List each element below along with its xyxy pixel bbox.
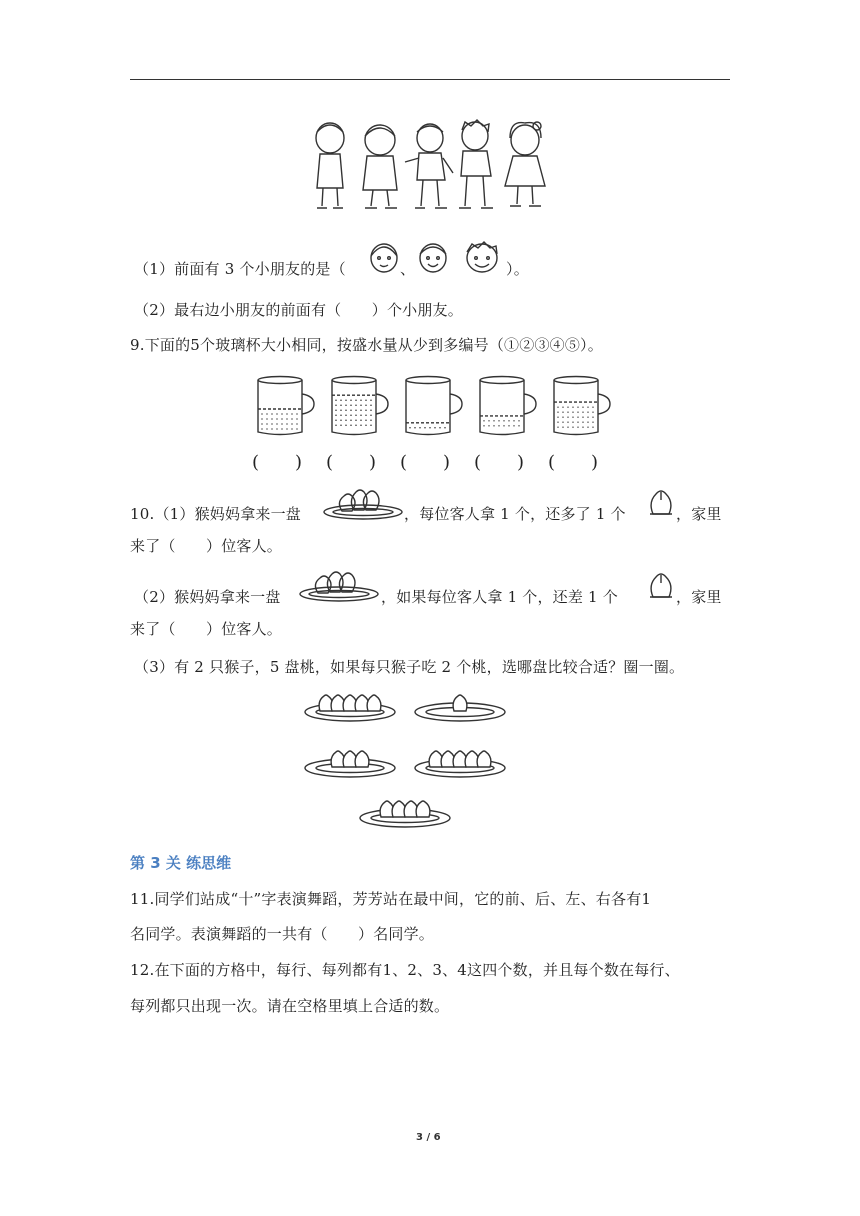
- q10-sub3: （3）有 2 只猴子，5 盘桃，如果每只猴子吃 2 个桃，选哪盘比较合适？圈一圈。: [134, 658, 685, 676]
- q12-line1: 12.在下面的方格中，每行、每列都有1、2、3、4这四个数，并且每个数在每行、: [130, 961, 680, 979]
- glass-cup: [554, 377, 610, 435]
- header-rule: [130, 79, 730, 80]
- q8-sub1-separator: 、: [400, 260, 416, 278]
- answer-blank[interactable]: ( ): [252, 452, 303, 473]
- child-head-2-icon: [415, 238, 451, 276]
- q10-sub1-a: 10.（1）猴妈妈拿来一盘: [130, 505, 301, 523]
- q10-sub1-d: 来了（ ）位客人。: [130, 537, 283, 555]
- page-number: 3 / 6: [416, 1132, 441, 1143]
- plate[interactable]: [305, 695, 395, 721]
- glass-cup: [332, 377, 388, 435]
- q12-line2: 每列都只出现一次。请在空格里填上合适的数。: [130, 997, 450, 1015]
- answer-blank[interactable]: ( ): [326, 452, 377, 473]
- answer-blank[interactable]: ( ): [548, 452, 599, 473]
- peach-plate-icon: [298, 566, 380, 604]
- q10-sub1-c: ，家里: [676, 505, 722, 523]
- q10-sub2-d: 来了（ ）位客人。: [130, 620, 283, 638]
- children-illustration: [305, 118, 560, 213]
- q8-sub2: （2）最右边小朋友的前面有（ ）个小朋友。: [134, 301, 463, 319]
- q11-line1: 11.同学们站成“十”字表演舞蹈，芳芳站在最中间，它的前、后、左、右各有1: [130, 890, 652, 908]
- section-title: 第 3 关 练思维: [130, 854, 232, 872]
- plate[interactable]: [415, 751, 505, 777]
- q10-sub1-b: ，每位客人拿 1 个，还多了 1 个: [404, 505, 626, 523]
- peach-icon: [648, 569, 674, 601]
- peach-icon: [648, 486, 674, 518]
- q9-text: 9.下面的5个玻璃杯大小相同，按盛水量从少到多编号（①②③④⑤）。: [130, 336, 603, 354]
- q10-sub2-c: ，家里: [676, 588, 722, 606]
- answer-blank[interactable]: ( ): [474, 452, 525, 473]
- child-head-1-icon: [366, 238, 402, 276]
- q10-sub2-b: ，如果每位客人拿 1 个，还差 1 个: [381, 588, 618, 606]
- plate[interactable]: [305, 751, 395, 777]
- glass-cup: [480, 377, 536, 435]
- plate[interactable]: [360, 801, 450, 827]
- answer-blank[interactable]: ( ): [400, 452, 451, 473]
- child-head-3-icon: [462, 238, 502, 276]
- q8-sub1-prefix: （1）前面有 3 个小朋友的是（: [134, 260, 346, 278]
- glass-cups: [250, 372, 620, 438]
- glass-cup: [406, 377, 462, 435]
- q11-line2: 名同学。表演舞蹈的一共有（ ）名同学。: [130, 925, 435, 943]
- plate[interactable]: [415, 695, 505, 721]
- glass-cup: [258, 377, 314, 435]
- peach-plates: [300, 690, 530, 840]
- q10-sub2-a: （2）猴妈妈拿来一盘: [134, 588, 281, 606]
- q8-sub1-suffix: ）。: [506, 260, 529, 278]
- peach-plate-icon: [322, 484, 404, 522]
